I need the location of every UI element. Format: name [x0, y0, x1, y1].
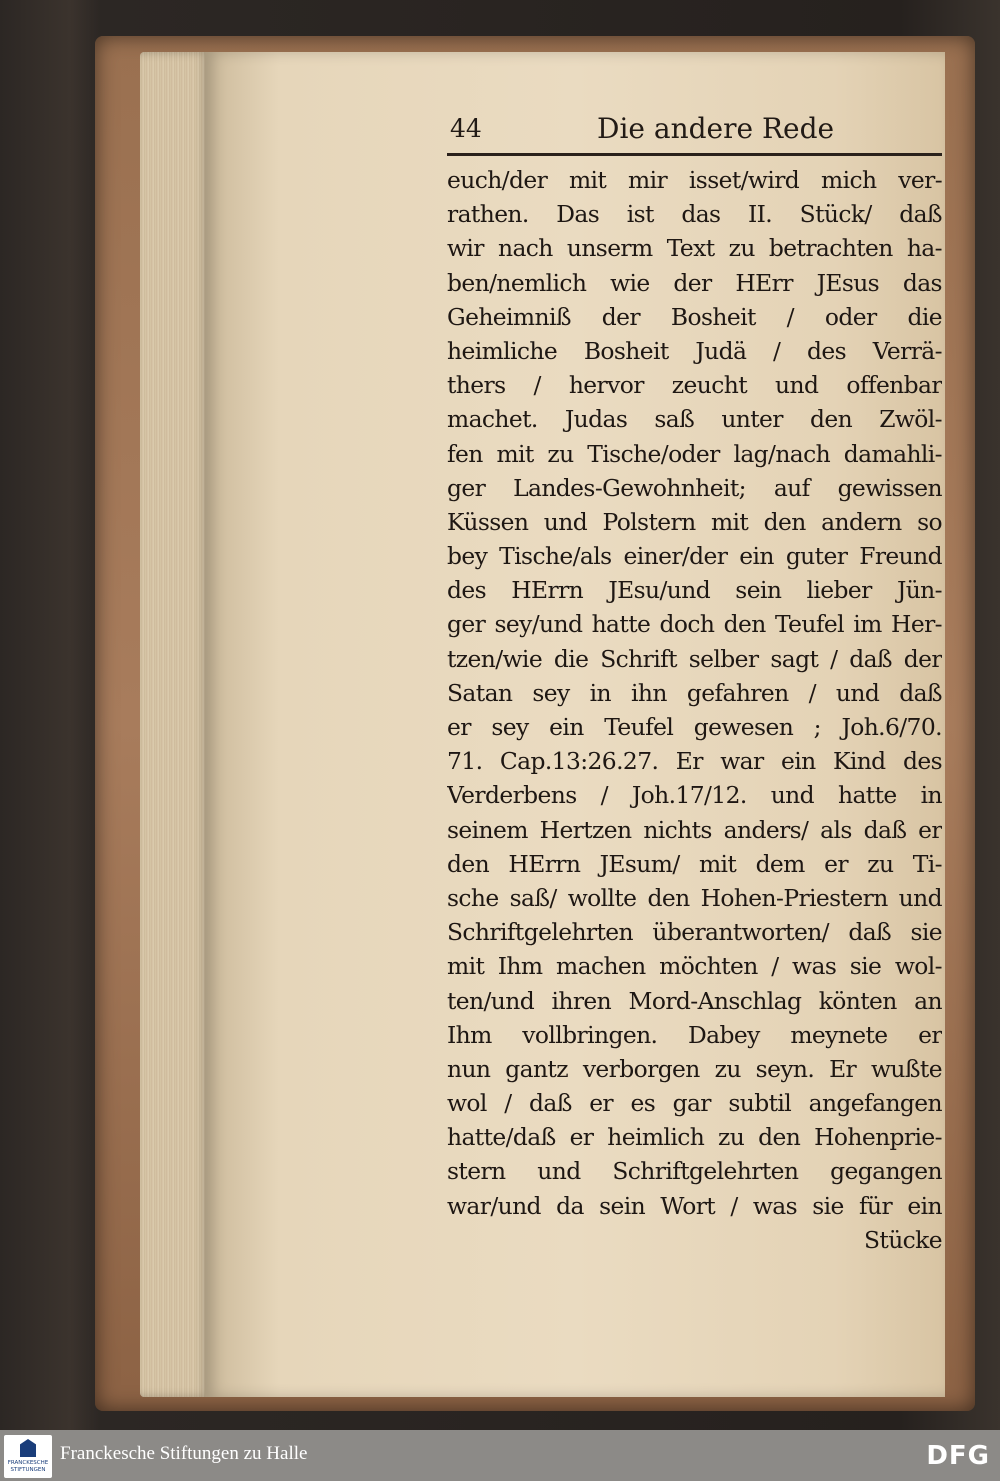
franckesche-crest-icon	[20, 1439, 36, 1457]
dfg-logo[interactable]: DFG	[926, 1441, 990, 1471]
text-line: ger sey/und hatte doch den Teufel im Her-	[447, 610, 942, 639]
logo-text: FRANCKESCHE STIFTUNGEN	[7, 1460, 49, 1473]
head-rule	[447, 153, 942, 156]
text-line: fen mit zu Tische/oder lag/nach damahli-	[447, 439, 942, 468]
text-line: seinem Hertzen nichts anders/ als daß er	[447, 815, 942, 844]
text-line: machet. Judas saß unter den Zwöl-	[447, 405, 942, 434]
text-line: thers / hervor zeucht und offenbar	[447, 371, 942, 400]
text-line: euch/der mit mir isset/wird mich ver-	[447, 166, 942, 194]
text-line: Schriftgelehrten überantworten/ daß sie	[447, 918, 942, 947]
text-line: rathen. Das ist das II. Stück/ daß	[447, 200, 942, 229]
text-line: Küssen und Polstern mit den andern so	[447, 507, 942, 536]
text-line: er sey ein Teufel gewesen ; Joh.6/70.	[447, 713, 942, 741]
show-through-text	[285, 320, 375, 1260]
text-line: Verderbens / Joh.17/12. und hatte in	[447, 781, 942, 810]
text-line: ten/und ihren Mord-Anschlag könten an	[447, 986, 942, 1015]
text-line: wir nach unserm Text zu betrachten ha-	[447, 234, 942, 263]
catchword: Stücke	[863, 1225, 942, 1254]
page-number: 44	[450, 114, 482, 143]
text-line: ger Landes-Gewohnheit; auf gewissen	[447, 473, 942, 502]
text-line: hatte/daß er heimlich zu den Hohenprie-	[447, 1123, 942, 1152]
text-line: war/und da sein Wort / was sie für ein	[447, 1191, 942, 1220]
text-line: heimliche Bosheit Judä / des Verrä-	[447, 336, 942, 365]
text-line: ben/nemlich wie der HErr JEsus das	[447, 268, 942, 297]
text-line: den HErrn JEsum/ mit dem er zu Ti-	[447, 849, 942, 878]
text-line: sche saß/ wollte den Hohen-Priestern und	[447, 883, 942, 912]
text-line: 71. Cap.13:26.27. Er war ein Kind des	[447, 747, 942, 776]
text-line: nun gantz verborgen zu seyn. Er wußte	[447, 1054, 942, 1083]
running-head	[447, 110, 942, 148]
text-line: Ihm vollbringen. Dabey meynete er	[447, 1020, 942, 1049]
body-text	[447, 163, 942, 1257]
running-head-title: Die andere Rede	[597, 112, 835, 145]
page-edges	[140, 52, 210, 1397]
text-line: wol / daß er es gar subtil angefangen	[447, 1089, 942, 1118]
text-line: tzen/wie die Schrift selber sagt / daß der	[447, 644, 942, 673]
text-line: Geheimniß der Bosheit / oder die	[447, 302, 942, 331]
text-line: mit Ihm machen möchten / was sie wol-	[447, 952, 942, 981]
text-line: stern und Schriftgelehrten gegangen	[447, 1157, 942, 1186]
viewer-footer	[0, 1430, 1000, 1481]
text-line: Satan sey in ihn gefahren / und daß	[447, 678, 942, 707]
text-line: bey Tische/als einer/der ein guter Freund	[447, 542, 942, 571]
franckesche-logo[interactable]	[4, 1435, 52, 1478]
institution-name[interactable]: Franckesche Stiftungen zu Halle	[60, 1443, 308, 1464]
text-line: des HErrn JEsu/und sein lieber Jün-	[447, 576, 942, 605]
